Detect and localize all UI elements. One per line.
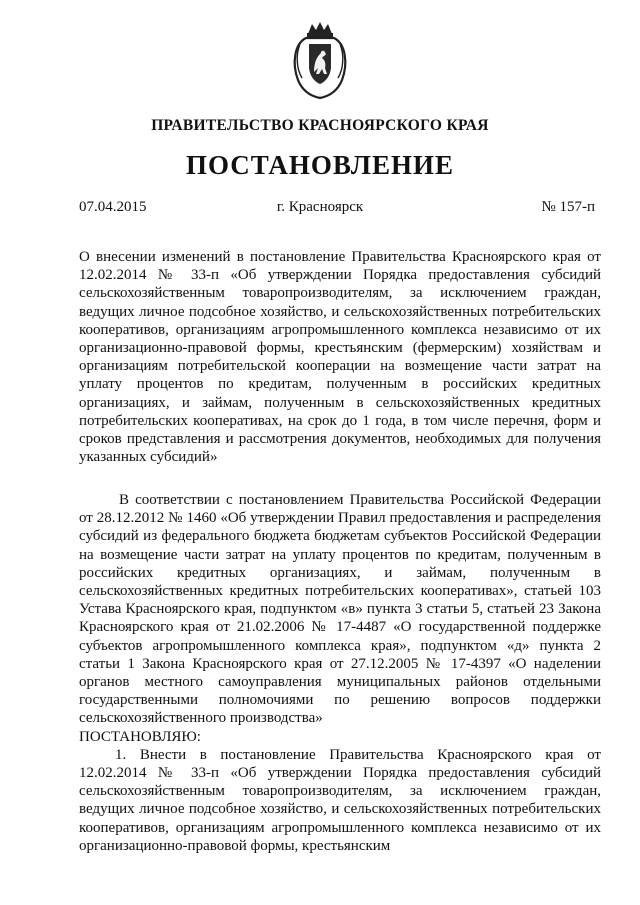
coat-of-arms-icon bbox=[292, 20, 348, 100]
document-body bbox=[79, 491, 601, 855]
document-number: № 157-п bbox=[541, 199, 595, 215]
document-date: 07.04.2015 bbox=[79, 199, 147, 215]
document-title: О внесении изменений в постановление Правительства Красноярского края от 12.02.2014 № 33-п «Об утверждении Порядка предоставления субсидий сельскохозяйственным товаропроизводителям, за исключением граждан, ведущих личное подсобное хозяйство, и сельскохозяйственных потребительских кооперативов, организациям агропромышленного комплекса независимо от их организационно-правовой формы, крестьянским (фермерским) хозяйствам и организациям потребительской кооперации на возмещение части затрат на уплату процентов по кредитам, полученным в российских кредитных организациях, и займам, полученным в сельскохозяйственных кредитных потребительских кооперативах, на срок до 1 года, в том числе перечня, форм и сроков представления и рассмотрения документов, необходимых для получения указанных субсидий» bbox=[79, 249, 601, 466]
organization-name: ПРАВИТЕЛЬСТВО КРАСНОЯРСКОГО КРАЯ bbox=[151, 117, 489, 134]
preamble-paragraph: В соответствии с постановлением Правительства Российской Федерации от 28.12.2012 № 1460 «Об утверждении Правил предоставления и распределения субсидий из федерального бюджета бюджетам субъектов Российской Федерации на возмещение части затрат на уплату процентов по кредитам, полученным в российских кредитных организациях, и займам, полученным в сельскохозяйственных кредитных потребительских кооперативах», статьей 103 Устава Красноярского края, подпунктом «в» пункта 3 статьи 5, статьей 23 Закона Красноярского края от 21.02.2006 № 17-4487 «О государственной поддержке субъектов агропромышленного комплекса края», подпунктом «д» пункта 2 статьи 1 Закона Красноярского края от 27.12.2005 № 17-4397 «О наделении органов местного самоуправления муниципальных районов отдельными государственными полномочиями по решению вопросов поддержки сельскохозяйственного производства» bbox=[79, 492, 601, 727]
document-type-heading: ПОСТАНОВЛЕНИЕ bbox=[185, 150, 455, 180]
resolve-statement: ПОСТАНОВЛЯЮ: bbox=[79, 728, 201, 745]
document-city: г. Красноярск bbox=[276, 199, 364, 215]
item-1-paragraph: 1. Внести в постановление Правительства Красноярского края от 12.02.2014 № 33-п «Об утверждении Порядка предоставления субсидий сельскохозяйственным товаропроизводителям, за исключением граждан, ведущих личное подсобное хозяйство, и сельскохозяйственных потребительских кооперативов, организациям агропромышленного комплекса независимо от их организационно-правовой формы, крестьянским bbox=[79, 746, 601, 854]
